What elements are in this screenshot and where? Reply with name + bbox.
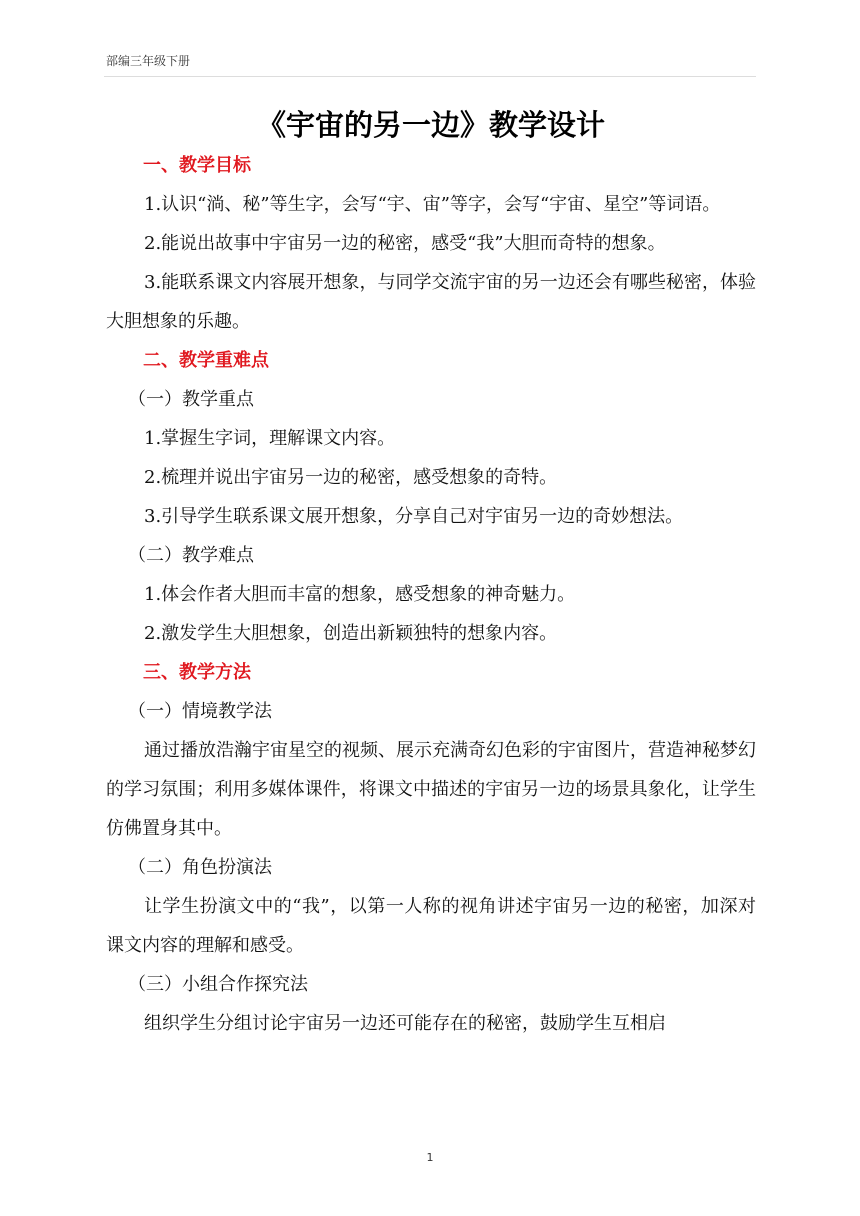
document-body	[106, 104, 756, 1043]
paragraph: 通过播放浩瀚宇宙星空的视频、展示充满奇幻色彩的宇宙图片，营造神秘梦幻的学习氛围；利用多媒体课件，将课文中描述的宇宙另一边的场景具象化，让学生仿佛置身其中。	[106, 740, 756, 839]
section-key-difficult-points	[106, 341, 756, 653]
paragraph: 2.能说出故事中宇宙另一边的秘密，感受“我”大胆而奇特的想象。	[144, 233, 666, 254]
section-heading: 一、教学目标	[143, 155, 251, 176]
paragraph: 3.引导学生联系课文展开想象，分享自己对宇宙另一边的奇妙想法。	[144, 506, 684, 527]
sub-heading: （一）情境教学法	[128, 701, 272, 722]
paragraph: 1.体会作者大胆而丰富的想象，感受想象的神奇魅力。	[144, 584, 576, 605]
page-number: 1	[426, 1151, 434, 1164]
paragraph: 1.认识“淌、秘”等生字，会写“宇、宙”等字，会写“宇宙、星空”等词语。	[144, 194, 721, 215]
sub-heading: （三）小组合作探究法	[128, 974, 308, 995]
sub-heading: （一）教学重点	[128, 389, 254, 410]
sub-heading: （二）角色扮演法	[128, 857, 272, 878]
section-teaching-objectives	[106, 146, 756, 341]
paragraph: 1.掌握生字词，理解课文内容。	[144, 428, 396, 449]
paragraph: 2.梳理并说出宇宙另一边的秘密，感受想象的奇特。	[144, 467, 558, 488]
page-header: 部编三年级下册	[106, 54, 191, 68]
paragraph: 2.激发学生大胆想象，创造出新颖独特的想象内容。	[144, 623, 558, 644]
sub-heading: （二）教学难点	[128, 545, 254, 566]
paragraph: 让学生扮演文中的“我”，以第一人称的视角讲述宇宙另一边的秘密，加深对课文内容的理解和感受。	[106, 896, 756, 956]
header-divider	[104, 76, 756, 77]
paragraph: 3.能联系课文内容展开想象，与同学交流宇宙的另一边还会有哪些秘密，体验大胆想象的乐趣。	[106, 272, 756, 332]
document-title: 《宇宙的另一边》教学设计	[256, 108, 605, 142]
section-heading: 三、教学方法	[143, 662, 251, 683]
section-heading: 二、教学重难点	[143, 350, 269, 371]
section-teaching-methods	[106, 653, 756, 1043]
paragraph: 组织学生分组讨论宇宙另一边还可能存在的秘密，鼓励学生互相启	[144, 1013, 666, 1034]
